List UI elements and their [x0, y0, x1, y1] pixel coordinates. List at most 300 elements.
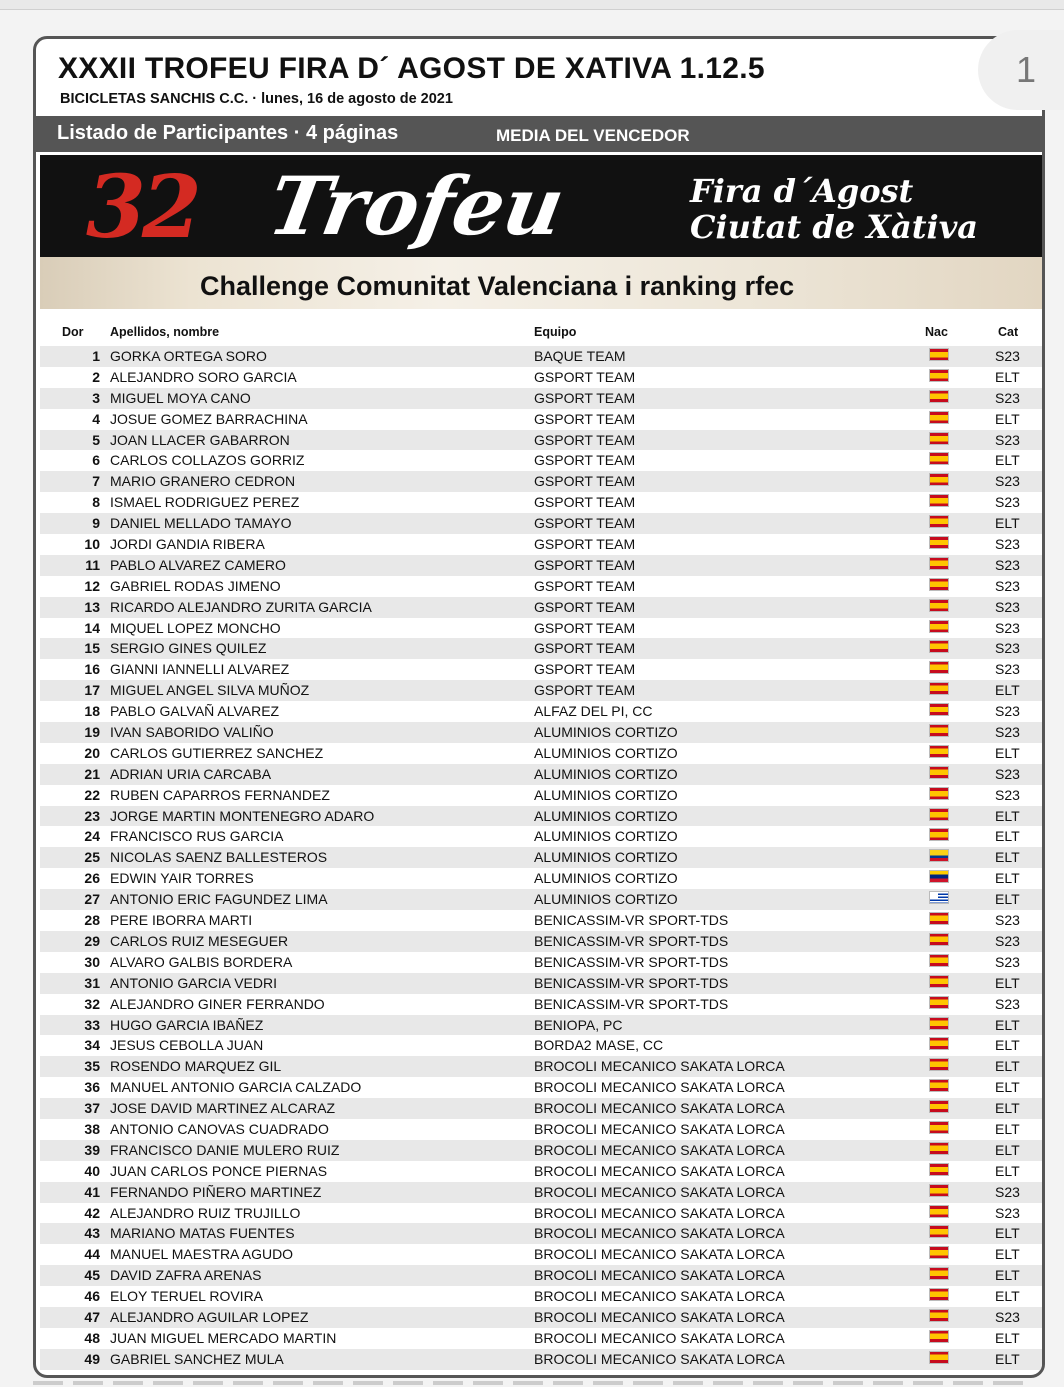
- table-row: [40, 1307, 1044, 1328]
- table-row: [40, 555, 1044, 576]
- table-row: [40, 1119, 1044, 1140]
- table-row: [40, 1182, 1044, 1203]
- table-row: [40, 1015, 1044, 1036]
- next-page-edge: [33, 1381, 1033, 1385]
- flag-es-icon: [929, 473, 949, 486]
- bib-number: 8: [92, 494, 100, 511]
- rider-name: ALEJANDRO GINER FERRANDO: [110, 995, 325, 1012]
- flag-es-icon: [929, 599, 949, 612]
- category: ELT: [995, 870, 1020, 887]
- team-name: GSPORT TEAM: [534, 682, 636, 699]
- category: S23: [995, 1204, 1020, 1221]
- team-name: BROCOLI MECANICO SAKATA LORCA: [534, 1100, 785, 1117]
- table-row: [40, 743, 1044, 764]
- rider-name: PABLO ALVAREZ CAMERO: [110, 556, 286, 573]
- team-name: BROCOLI MECANICO SAKATA LORCA: [534, 1183, 785, 1200]
- race-title: XXXII TROFEU FIRA D´ AGOST DE XATIVA 1.12.5: [58, 52, 765, 85]
- flag-ve-icon: [929, 870, 949, 883]
- flag-es-icon: [929, 411, 949, 424]
- rider-name: GORKA ORTEGA SORO: [110, 348, 267, 364]
- category: ELT: [995, 849, 1020, 866]
- bib-number: 21: [84, 765, 100, 782]
- table-row: [40, 785, 1044, 806]
- table-row: [40, 513, 1044, 534]
- flag-es-icon: [929, 661, 949, 674]
- team-name: GSPORT TEAM: [534, 494, 636, 511]
- flag-es-icon: [929, 1037, 949, 1050]
- team-name: ALUMINIOS CORTIZO: [534, 807, 678, 824]
- bib-number: 10: [84, 536, 100, 553]
- rider-name: MANUEL MAESTRA AGUDO: [110, 1246, 294, 1263]
- rider-name: CARLOS RUIZ MESEGUER: [110, 932, 289, 949]
- flag-es-icon: [929, 808, 949, 821]
- bib-number: 30: [84, 953, 100, 970]
- category: S23: [995, 598, 1020, 615]
- flag-es-icon: [929, 578, 949, 591]
- flag-co-icon: [929, 849, 949, 862]
- table-row: [40, 952, 1044, 973]
- team-name: GSPORT TEAM: [534, 431, 636, 448]
- flag-es-icon: [929, 390, 949, 403]
- table-row: [40, 618, 1044, 639]
- flag-uy-icon: [929, 891, 949, 904]
- team-name: BAQUE TEAM: [534, 348, 626, 364]
- rider-name: FRANCISCO RUS GARCIA: [110, 828, 284, 845]
- category: S23: [995, 912, 1020, 929]
- rider-name: GABRIEL RODAS JIMENO: [110, 577, 281, 594]
- rider-name: JORGE MARTIN MONTENEGRO ADARO: [110, 807, 375, 824]
- bib-number: 13: [84, 598, 100, 615]
- flag-es-icon: [929, 787, 949, 800]
- bib-number: 26: [84, 870, 100, 887]
- team-name: BROCOLI MECANICO SAKATA LORCA: [534, 1246, 785, 1263]
- category: ELT: [995, 828, 1020, 845]
- team-name: ALUMINIOS CORTIZO: [534, 828, 678, 845]
- bib-number: 29: [84, 932, 100, 949]
- rider-name: DAVID ZAFRA ARENAS: [110, 1267, 262, 1284]
- team-name: GSPORT TEAM: [534, 452, 636, 469]
- bib-number: 19: [84, 724, 100, 741]
- bib-number: 40: [84, 1162, 100, 1179]
- team-name: BROCOLI MECANICO SAKATA LORCA: [534, 1308, 785, 1325]
- rider-name: DANIEL MELLADO TAMAYO: [110, 515, 292, 532]
- table-row: [40, 931, 1044, 952]
- bib-number: 31: [84, 974, 100, 991]
- team-name: BROCOLI MECANICO SAKATA LORCA: [534, 1267, 785, 1284]
- table-row: [40, 806, 1044, 827]
- table-row: [40, 1265, 1044, 1286]
- table-row: [40, 1140, 1044, 1161]
- flag-es-icon: [929, 620, 949, 633]
- team-name: ALFAZ DEL PI, CC: [534, 703, 653, 720]
- team-name: ALUMINIOS CORTIZO: [534, 724, 678, 741]
- table-row: [40, 722, 1044, 743]
- flag-es-icon: [929, 1309, 949, 1322]
- category: ELT: [995, 1329, 1020, 1346]
- rider-name: ALEJANDRO AGUILAR LOPEZ: [110, 1308, 309, 1325]
- category: ELT: [995, 1141, 1020, 1158]
- table-row: [40, 576, 1044, 597]
- category: S23: [995, 431, 1020, 448]
- bib-number: 35: [84, 1058, 100, 1075]
- table-row: [40, 638, 1044, 659]
- category: ELT: [995, 1120, 1020, 1137]
- rider-name: EDWIN YAIR TORRES: [110, 870, 254, 887]
- rider-name: ALEJANDRO RUIZ TRUJILLO: [110, 1204, 301, 1221]
- col-header-team: Equipo: [534, 325, 577, 339]
- rider-name: FERNANDO PIÑERO MARTINEZ: [110, 1183, 322, 1200]
- bib-number: 16: [84, 661, 100, 678]
- team-name: BENIOPA, PC: [534, 1016, 623, 1033]
- bib-number: 6: [92, 452, 100, 469]
- table-row: [40, 1098, 1044, 1119]
- flag-es-icon: [929, 996, 949, 1009]
- team-name: BENICASSIM-VR SPORT-TDS: [534, 974, 729, 991]
- flag-es-icon: [929, 1017, 949, 1030]
- category: S23: [995, 556, 1020, 573]
- table-row: [40, 847, 1044, 868]
- rider-name: ANTONIO CANOVAS CUADRADO: [110, 1120, 329, 1137]
- flag-es-icon: [929, 954, 949, 967]
- category: S23: [995, 577, 1020, 594]
- rider-name: RICARDO ALEJANDRO ZURITA GARCIA: [110, 598, 372, 615]
- category: ELT: [995, 1016, 1020, 1033]
- team-name: BROCOLI MECANICO SAKATA LORCA: [534, 1141, 785, 1158]
- team-name: GSPORT TEAM: [534, 473, 636, 490]
- flag-es-icon: [929, 1288, 949, 1301]
- flag-es-icon: [929, 1058, 949, 1071]
- team-name: ALUMINIOS CORTIZO: [534, 849, 678, 866]
- category: S23: [995, 389, 1020, 406]
- flag-es-icon: [929, 1142, 949, 1155]
- flag-es-icon: [929, 1246, 949, 1259]
- bib-number: 49: [84, 1350, 100, 1367]
- category: S23: [995, 348, 1020, 364]
- rider-name: PABLO GALVAÑ ALVAREZ: [110, 703, 280, 720]
- rider-name: ROSENDO MARQUEZ GIL: [110, 1058, 282, 1075]
- team-name: BROCOLI MECANICO SAKATA LORCA: [534, 1329, 785, 1346]
- team-name: BROCOLI MECANICO SAKATA LORCA: [534, 1350, 785, 1367]
- bib-number: 45: [84, 1267, 100, 1284]
- category: ELT: [995, 1058, 1020, 1075]
- table-row: [40, 826, 1044, 847]
- team-name: BROCOLI MECANICO SAKATA LORCA: [534, 1058, 785, 1075]
- table-row: [40, 367, 1044, 388]
- table-row: [40, 346, 1044, 367]
- category: S23: [995, 786, 1020, 803]
- category: S23: [995, 640, 1020, 657]
- category: S23: [995, 1308, 1020, 1325]
- bib-number: 4: [92, 410, 100, 427]
- rider-name: JUAN MIGUEL MERCADO MARTIN: [110, 1329, 337, 1346]
- flag-es-icon: [929, 640, 949, 653]
- rider-name: ADRIAN URIA CARCABA: [110, 765, 272, 782]
- team-name: BROCOLI MECANICO SAKATA LORCA: [534, 1079, 785, 1096]
- bib-number: 42: [84, 1204, 100, 1221]
- rider-name: MANUEL ANTONIO GARCIA CALZADO: [110, 1079, 362, 1096]
- listing-bar: [36, 116, 1045, 152]
- race-subtitle: BICICLETAS SANCHIS C.C. · lunes, 16 de agosto de 2021: [60, 91, 453, 107]
- event-banner: [40, 155, 1044, 257]
- rider-name: GIANNI IANNELLI ALVAREZ: [110, 661, 290, 678]
- flag-es-icon: [929, 1225, 949, 1238]
- table-row: [40, 534, 1044, 555]
- rider-name: IVAN SABORIDO VALIÑO: [110, 724, 274, 741]
- rider-name: MARIO GRANERO CEDRON: [110, 473, 296, 490]
- category: S23: [995, 619, 1020, 636]
- bib-number: 37: [84, 1100, 100, 1117]
- flag-es-icon: [929, 1205, 949, 1218]
- team-name: GSPORT TEAM: [534, 515, 636, 532]
- rider-name: CARLOS GUTIERREZ SANCHEZ: [110, 744, 324, 761]
- category: ELT: [995, 452, 1020, 469]
- flag-es-icon: [929, 912, 949, 925]
- category: S23: [995, 1183, 1020, 1200]
- category: ELT: [995, 1100, 1020, 1117]
- category: ELT: [995, 1350, 1020, 1367]
- bib-number: 14: [84, 619, 100, 636]
- category: S23: [995, 661, 1020, 678]
- banner-photo-strip: [40, 257, 1044, 309]
- category: ELT: [995, 807, 1020, 824]
- rider-name: HUGO GARCIA IBAÑEZ: [110, 1016, 264, 1033]
- listing-title: Listado de Participantes · 4 páginas: [57, 122, 399, 144]
- table-row: [40, 409, 1044, 430]
- rider-name: ALVARO GALBIS BORDERA: [110, 953, 293, 970]
- category: ELT: [995, 1037, 1020, 1054]
- col-header-cat: Cat: [998, 325, 1019, 339]
- bib-number: 24: [84, 828, 100, 845]
- table-row: [40, 1349, 1044, 1370]
- team-name: BENICASSIM-VR SPORT-TDS: [534, 953, 729, 970]
- bib-number: 17: [84, 682, 100, 699]
- table-row: [40, 868, 1044, 889]
- flag-es-icon: [929, 557, 949, 570]
- table-row: [40, 1286, 1044, 1307]
- team-name: ALUMINIOS CORTIZO: [534, 891, 678, 908]
- flag-es-icon: [929, 1330, 949, 1343]
- team-name: BROCOLI MECANICO SAKATA LORCA: [534, 1120, 785, 1137]
- rider-name: MIQUEL LOPEZ MONCHO: [110, 619, 281, 636]
- team-name: GSPORT TEAM: [534, 640, 636, 657]
- flag-es-icon: [929, 369, 949, 382]
- rider-name: MIGUEL ANGEL SILVA MUÑOZ: [110, 682, 310, 699]
- rider-name: MARIANO MATAS FUENTES: [110, 1225, 295, 1242]
- table-row: [40, 1223, 1044, 1244]
- category: ELT: [995, 1162, 1020, 1179]
- bib-number: 44: [84, 1246, 100, 1263]
- category: S23: [995, 765, 1020, 782]
- bib-number: 23: [84, 807, 100, 824]
- team-name: GSPORT TEAM: [534, 577, 636, 594]
- flag-es-icon: [929, 828, 949, 841]
- flag-es-icon: [929, 1079, 949, 1092]
- team-name: GSPORT TEAM: [534, 556, 636, 573]
- banner-number: 32: [86, 157, 198, 257]
- team-name: GSPORT TEAM: [534, 389, 636, 406]
- table-row: [40, 1244, 1044, 1265]
- flag-es-icon: [929, 724, 949, 737]
- banner-word: Trofeu: [261, 159, 571, 253]
- category: ELT: [995, 368, 1020, 385]
- table-row: [40, 1035, 1044, 1056]
- flag-es-icon: [929, 348, 949, 361]
- rider-name: FRANCISCO DANIE MULERO RUIZ: [110, 1141, 340, 1158]
- rider-name: NICOLAS SAENZ BALLESTEROS: [110, 849, 328, 866]
- category: ELT: [995, 410, 1020, 427]
- flag-es-icon: [929, 1163, 949, 1176]
- rider-name: ISMAEL RODRIGUEZ PEREZ: [110, 494, 300, 511]
- flag-es-icon: [929, 745, 949, 758]
- flag-es-icon: [929, 1184, 949, 1197]
- bib-number: 43: [84, 1225, 100, 1242]
- team-name: BROCOLI MECANICO SAKATA LORCA: [534, 1225, 785, 1242]
- category: S23: [995, 494, 1020, 511]
- table-row: [40, 471, 1044, 492]
- category: S23: [995, 932, 1020, 949]
- team-name: GSPORT TEAM: [534, 536, 636, 553]
- team-name: BROCOLI MECANICO SAKATA LORCA: [534, 1288, 785, 1305]
- category: S23: [995, 536, 1020, 553]
- bib-number: 1: [92, 348, 100, 364]
- category: S23: [995, 473, 1020, 490]
- winner-average-label: MEDIA DEL VENCEDOR: [496, 126, 690, 145]
- table-row: [40, 701, 1044, 722]
- category: S23: [995, 724, 1020, 741]
- team-name: GSPORT TEAM: [534, 619, 636, 636]
- flag-es-icon: [929, 703, 949, 716]
- banner-line-2: Ciutat de Xàtiva: [690, 208, 979, 246]
- table-row: [40, 910, 1044, 931]
- table-row: [40, 973, 1044, 994]
- flag-es-icon: [929, 1100, 949, 1113]
- flag-es-icon: [929, 933, 949, 946]
- team-name: ALUMINIOS CORTIZO: [534, 870, 678, 887]
- category: ELT: [995, 891, 1020, 908]
- flag-es-icon: [929, 494, 949, 507]
- table-row: [40, 659, 1044, 680]
- team-name: BROCOLI MECANICO SAKATA LORCA: [534, 1204, 785, 1221]
- team-name: BENICASSIM-VR SPORT-TDS: [534, 995, 729, 1012]
- flag-es-icon: [929, 432, 949, 445]
- rider-name: ALEJANDRO SORO GARCIA: [110, 368, 297, 385]
- flag-es-icon: [929, 682, 949, 695]
- rider-name: ANTONIO ERIC FAGUNDEZ LIMA: [110, 891, 328, 908]
- rider-name: JOSE DAVID MARTINEZ ALCARAZ: [110, 1100, 336, 1117]
- team-name: GSPORT TEAM: [534, 661, 636, 678]
- bib-number: 9: [92, 515, 100, 532]
- document-page: [33, 36, 1045, 1378]
- bib-number: 28: [84, 912, 100, 929]
- rider-name: RUBEN CAPARROS FERNANDEZ: [110, 786, 330, 803]
- flag-es-icon: [929, 1267, 949, 1280]
- team-name: BENICASSIM-VR SPORT-TDS: [534, 912, 729, 929]
- flag-es-icon: [929, 975, 949, 988]
- col-header-name: Apellidos, nombre: [110, 325, 220, 339]
- rider-name: CARLOS COLLAZOS GORRIZ: [110, 452, 305, 469]
- table-row: [40, 1161, 1044, 1182]
- bib-number: 41: [84, 1183, 100, 1200]
- flag-es-icon: [929, 766, 949, 779]
- flag-es-icon: [929, 1351, 949, 1364]
- rider-name: JOAN LLACER GABARRON: [110, 431, 290, 448]
- category: S23: [995, 995, 1020, 1012]
- bib-number: 12: [84, 577, 100, 594]
- bib-number: 25: [84, 849, 100, 866]
- bib-number: 32: [84, 995, 100, 1012]
- bib-number: 38: [84, 1120, 100, 1137]
- rider-name: JORDI GANDIA RIBERA: [110, 536, 265, 553]
- category: S23: [995, 953, 1020, 970]
- rider-name: GABRIEL SANCHEZ MULA: [110, 1350, 284, 1367]
- category: ELT: [995, 1267, 1020, 1284]
- team-name: BORDA2 MASE, CC: [534, 1037, 664, 1054]
- challenge-title: Challenge Comunitat Valenciana i ranking rfec: [200, 271, 795, 301]
- bib-number: 18: [84, 703, 100, 720]
- table-row: [40, 597, 1044, 618]
- bib-number: 27: [84, 891, 100, 908]
- category: ELT: [995, 744, 1020, 761]
- team-name: BROCOLI MECANICO SAKATA LORCA: [534, 1162, 785, 1179]
- table-row: [40, 1328, 1044, 1349]
- team-name: GSPORT TEAM: [534, 368, 636, 385]
- table-row: [40, 430, 1044, 451]
- bib-number: 46: [84, 1288, 100, 1305]
- banner-line-1: Fira d´Agost: [690, 172, 914, 210]
- rider-name: JUAN CARLOS PONCE PIERNAS: [110, 1162, 328, 1179]
- table-row: [40, 1056, 1044, 1077]
- bib-number: 47: [84, 1308, 100, 1325]
- bib-number: 7: [92, 473, 100, 490]
- rider-name: JESUS CEBOLLA JUAN: [110, 1037, 264, 1054]
- banner-subtitle: [690, 173, 978, 245]
- flag-es-icon: [929, 452, 949, 465]
- rider-name: ELOY TERUEL ROVIRA: [110, 1288, 264, 1305]
- rider-name: JOSUE GOMEZ BARRACHINA: [110, 410, 308, 427]
- table-row: [40, 994, 1044, 1015]
- category: ELT: [995, 1079, 1020, 1096]
- bib-number: 15: [84, 640, 100, 657]
- category: ELT: [995, 1246, 1020, 1263]
- table-row: [40, 492, 1044, 513]
- rider-name: MIGUEL MOYA CANO: [110, 389, 251, 406]
- category: ELT: [995, 1288, 1020, 1305]
- category: ELT: [995, 515, 1020, 532]
- team-name: ALUMINIOS CORTIZO: [534, 786, 678, 803]
- bib-number: 33: [84, 1016, 100, 1033]
- team-name: ALUMINIOS CORTIZO: [534, 744, 678, 761]
- table-row: [40, 764, 1044, 785]
- table-row: [40, 450, 1044, 471]
- category: S23: [995, 703, 1020, 720]
- flag-es-icon: [929, 536, 949, 549]
- category: ELT: [995, 682, 1020, 699]
- bib-number: 22: [84, 786, 100, 803]
- participants-table: [40, 346, 1044, 1370]
- bib-number: 11: [85, 556, 100, 573]
- flag-es-icon: [929, 515, 949, 528]
- viewer-top-bar: [0, 0, 1064, 10]
- rider-name: PERE IBORRA MARTI: [110, 912, 253, 929]
- table-row: [40, 388, 1044, 409]
- category: ELT: [995, 1225, 1020, 1242]
- team-name: GSPORT TEAM: [534, 410, 636, 427]
- col-header-dor: Dor: [62, 325, 84, 339]
- bib-number: 20: [84, 744, 100, 761]
- team-name: ALUMINIOS CORTIZO: [534, 765, 678, 782]
- bib-number: 3: [92, 389, 100, 406]
- table-row: [40, 889, 1044, 910]
